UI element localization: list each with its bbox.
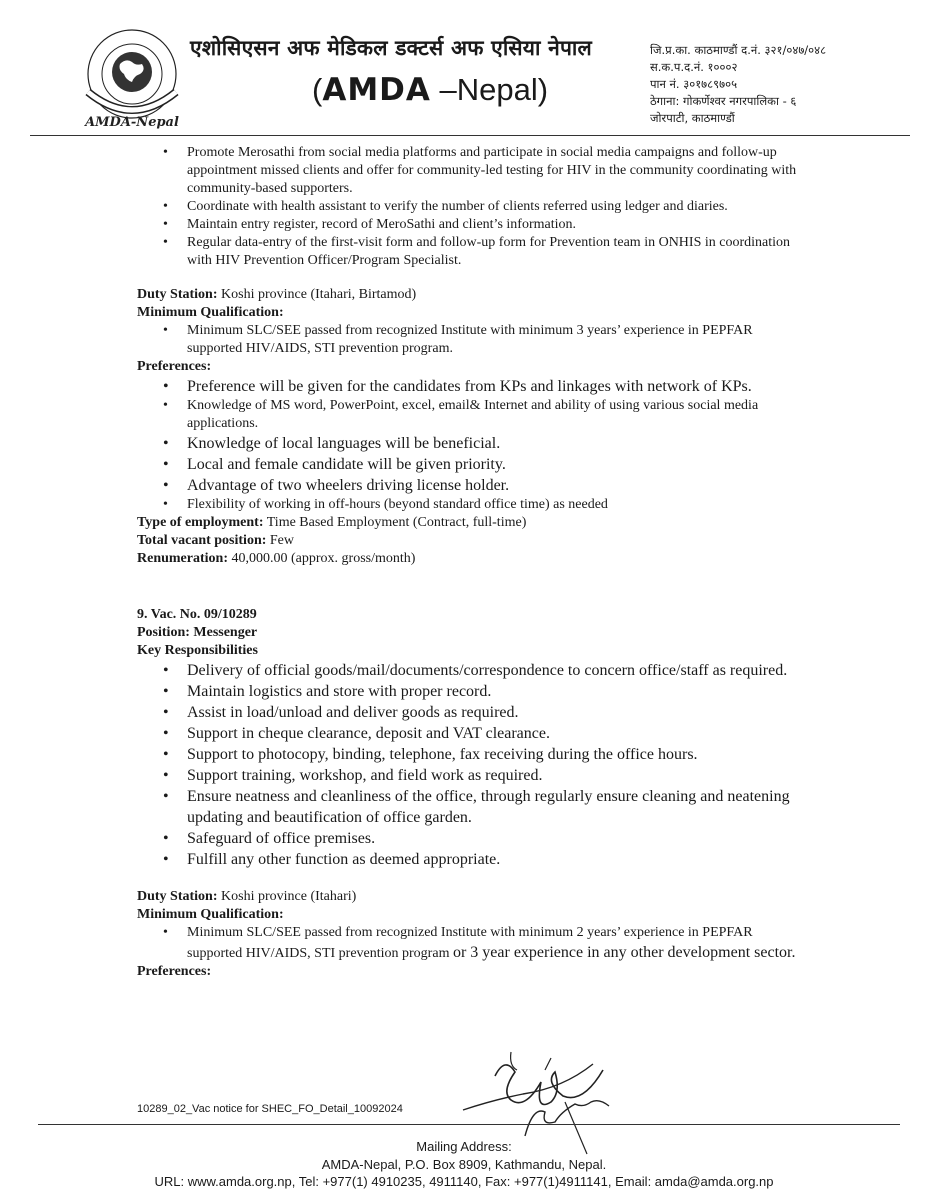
list-item: • Regular data-entry of the first-visit form and follow-up form for Prevention team in ONHIS in coordination with HIV Prevention Officer/Program Specialist. — [187, 234, 802, 270]
duty-station — [137, 286, 802, 304]
min-qualification-text-alt: or 3 year experience in any other development sector. — [452, 944, 796, 961]
registration-line: ठेगाना: गोकर्णेश्वर नगरपालिका - ६ — [650, 94, 797, 108]
brand-name: AMDA — [322, 72, 431, 108]
list-item: • Maintain entry register, record of MeroSathi and client’s information. — [187, 216, 802, 234]
list-item: • Maintain logistics and store with proper record. — [187, 681, 802, 702]
list-item: • Flexibility of working in off-hours (beyond standard office time) as needed — [187, 496, 802, 514]
list-item: • Local and female candidate will be given priority. — [187, 454, 802, 475]
amda-logo — [70, 22, 200, 130]
document-body — [137, 144, 802, 981]
contact-info: URL: www.amda.org.np, Tel: +977(1) 4910235, 4911140, Fax: +977(1)4911141, Email: amda@amda.org.np — [154, 1174, 774, 1189]
footer-divider — [38, 1124, 900, 1125]
preferences-heading: Preferences: — [137, 359, 212, 374]
list-item: • Support training, workshop, and field work as required. — [187, 765, 802, 786]
min-qualification-text: Minimum SLC/SEE passed from recognized Institute with minimum 2 years’ experience in PEPFAR supported HIV/AIDS, STI prevention program — [187, 925, 753, 961]
duty-station-label: Duty Station: — [137, 889, 218, 904]
list-item: • Ensure neatness and cleanliness of the office, through regularly ensure cleaning and neatening updating and beautification of office garden. — [187, 786, 802, 828]
vacant-positions — [137, 532, 802, 550]
employment-type-label: Type of employment: — [137, 515, 264, 530]
list-item: • Assist in load/unload and deliver goods as required. — [187, 702, 802, 723]
brand-suffix: –Nepal — [430, 72, 538, 107]
key-responsibilities-list — [137, 660, 802, 870]
list-item: • Coordinate with health assistant to verify the number of clients referred using ledger and diaries. — [187, 198, 802, 216]
list-item: • Promote Merosathi from social media platforms and participate in social media campaigns and follow-up appointment missed clients and offer for community-led testing for HIV in the community coordinating with community-based supporters. — [187, 144, 802, 198]
list-item: • Delivery of official goods/mail/documents/correspondence to concern office/staff as required. — [187, 660, 802, 681]
mailing-address: AMDA-Nepal, P.O. Box 8909, Kathmandu, Nepal. — [321, 1157, 607, 1172]
registration-block — [650, 42, 826, 127]
logo-text: AMDA-Nepal — [85, 115, 179, 130]
min-qualification-heading: Minimum Qualification: — [137, 305, 284, 320]
header-divider — [30, 135, 910, 136]
org-name-english: (AMDA –Nepal) — [312, 72, 549, 108]
renumeration — [137, 550, 802, 568]
list-item: • Support to photocopy, binding, telephone, fax receiving during the office hours. — [187, 744, 802, 765]
list-item: • Fulfill any other function as deemed appropriate. — [187, 849, 802, 870]
preferences-heading: Preferences: — [137, 964, 212, 979]
list-item: • Knowledge of MS word, PowerPoint, excel, email& Internet and ability of using various social media applications. — [187, 397, 802, 433]
min-qualification-list — [137, 924, 802, 963]
renumeration-label: Renumeration: — [137, 551, 228, 566]
list-item: • Support in cheque clearance, deposit and VAT clearance. — [187, 723, 802, 744]
min-qualification-heading: Minimum Qualification: — [137, 907, 284, 922]
key-responsibilities-heading: Key Responsibilities — [137, 643, 258, 658]
list-item: • Preference will be given for the candidates from KPs and linkages with network of KPs. — [187, 376, 802, 397]
duty-station-value: Koshi province (Itahari, Birtamod) — [217, 287, 417, 302]
registration-line: स.क.प.द.नं. १०००२ — [650, 60, 738, 74]
mailing-address-label: Mailing Address: — [416, 1139, 512, 1154]
list-item: • Minimum SLC/SEE passed from recognized Institute with minimum 3 years’ experience in PEPFAR supported HIV/AIDS, STI prevention program. — [187, 322, 802, 358]
duty-station-label: Duty Station: — [137, 287, 218, 302]
vacancy-number: 9. Vac. No. 09/10289 — [137, 607, 257, 622]
org-name-nepali: एशोसिएसन अफ मेडिकल डक्टर्स अफ एसिया नेपाल — [190, 36, 592, 60]
employment-type-value: Time Based Employment (Contract, full-time) — [263, 515, 527, 530]
duty-station — [137, 888, 802, 906]
duty-station-value: Koshi province (Itahari) — [217, 889, 357, 904]
registration-line: जि.प्र.का. काठमाण्डौं द.नं. ३२१/०४७/०४८ — [650, 43, 827, 57]
vacant-positions-label: Total vacant position: — [137, 533, 267, 548]
list-item: • Knowledge of local languages will be beneficial. — [187, 433, 802, 454]
list-item — [187, 924, 802, 963]
vacant-positions-value: Few — [266, 533, 295, 548]
renumeration-value: 40,000.00 (approx. gross/month) — [228, 551, 416, 566]
min-qualification-list — [137, 322, 802, 358]
registration-line: जोरपाटी, काठमाण्डौं — [650, 111, 735, 125]
responsibility-list — [137, 144, 802, 270]
document-filename: 10289_02_Vac notice for SHEC_FO_Detail_10092024 — [137, 1103, 403, 1115]
employment-type — [137, 514, 802, 532]
registration-line: पान नं. ३०१७८९७०५ — [650, 77, 738, 91]
position-title: Position: Messenger — [137, 625, 258, 640]
preferences-list — [137, 376, 802, 514]
list-item: • Advantage of two wheelers driving license holder. — [187, 475, 802, 496]
list-item: • Safeguard of office premises. — [187, 828, 802, 849]
